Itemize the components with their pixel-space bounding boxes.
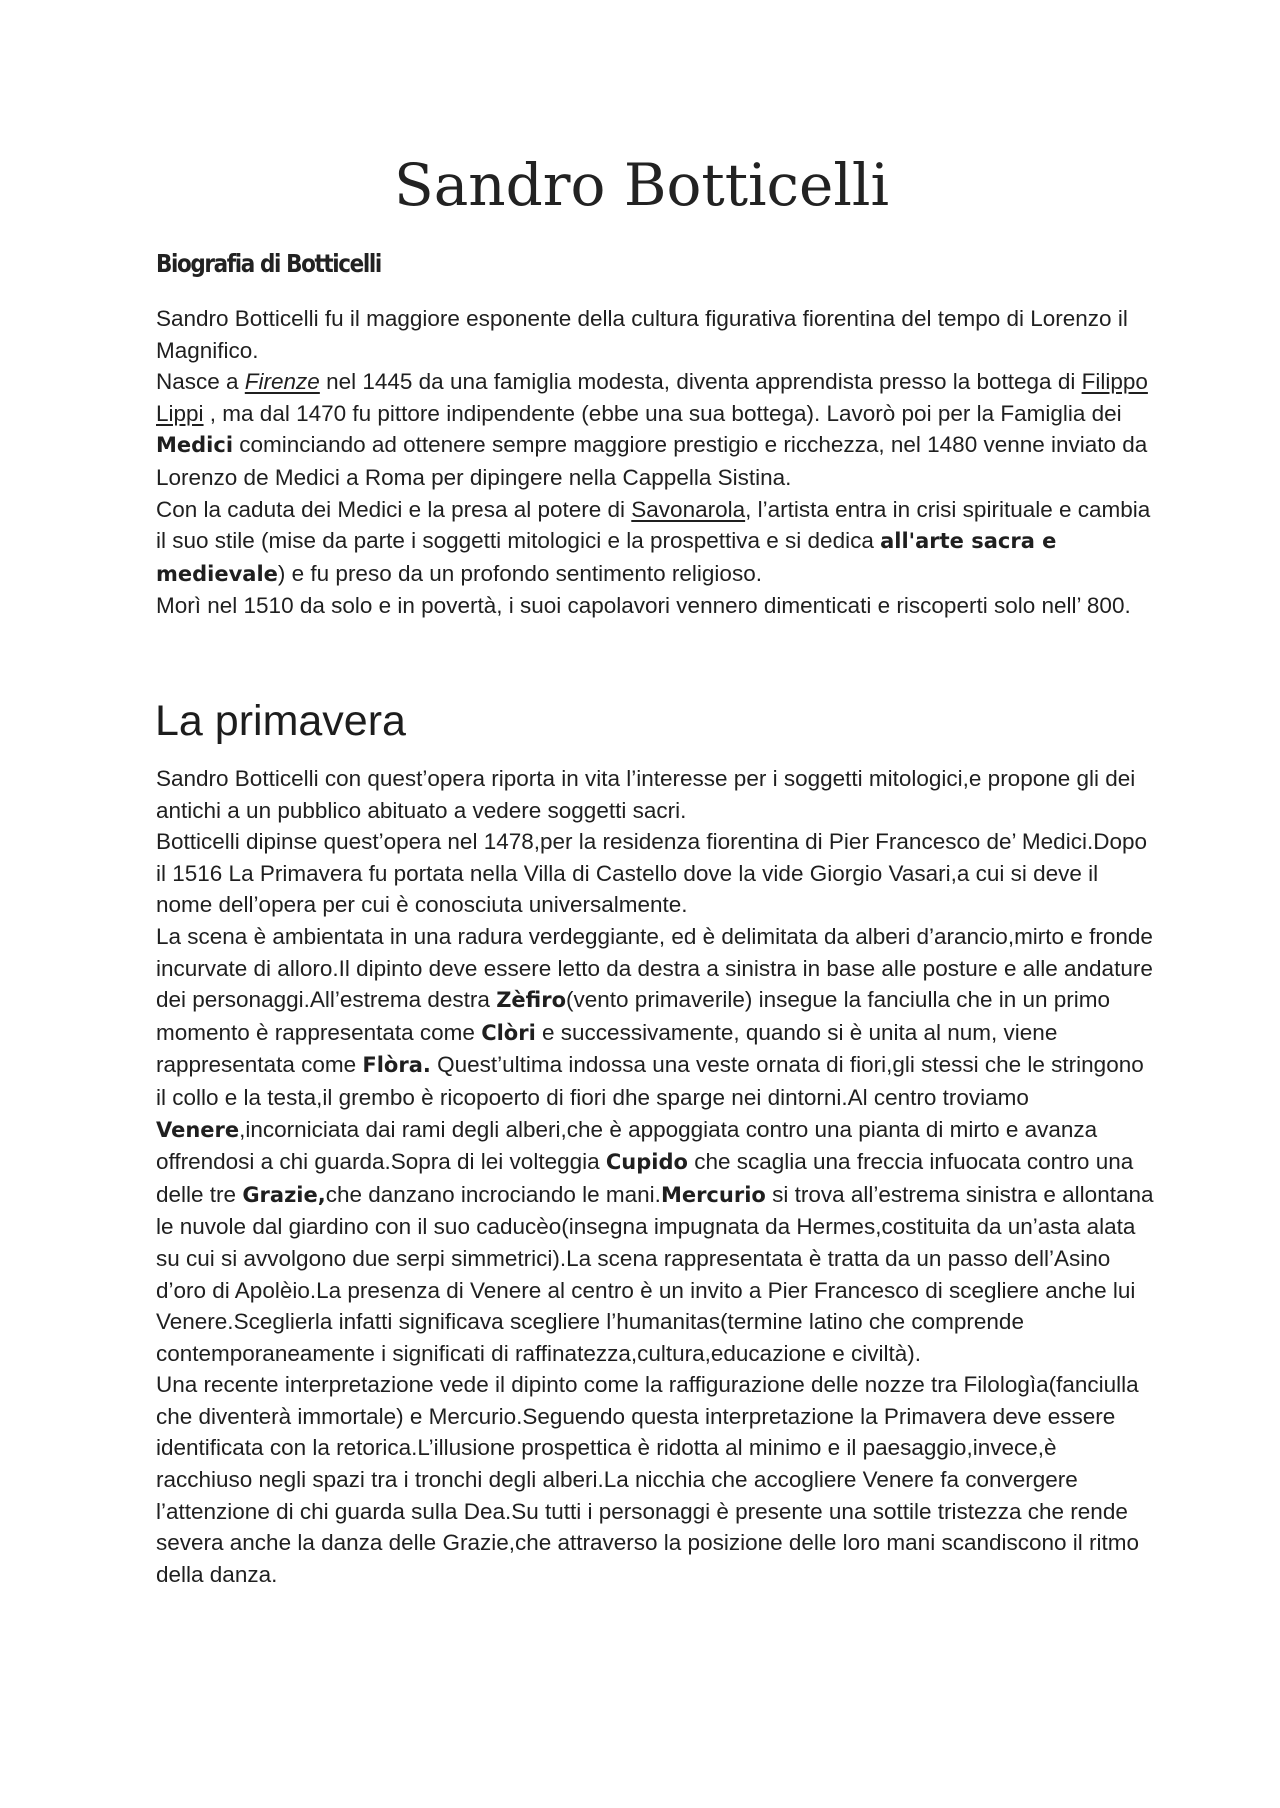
section-heading-primavera: La primavera: [155, 697, 406, 745]
biography-heading: Biografia di Botticelli: [156, 249, 381, 278]
primavera-paragraph: La scena è ambientata in una radura verdeggiante, ed è delimitata da alberi d’arancio,mirto e fronde incurvate di alloro.Il dipinto deve essere letto da destra a sinistra in base alle posture e alle andature dei personaggi.All’estrema destra Zèfiro(vento primaverile) insegue la fanciulla che in un primo momento è rappresentata come Clòri e successivamente, quando si è unita al num, viene rappresentata come Flòra. Quest’ultima indossa una veste ornata di fiori,gli stessi che le stringono il collo e la testa,il grembo è ricopoerto di fiori dhe sparge nei dintorni.Al centro troviamo Venere,incorniciata dai rami degli alberi,che è appoggiata contro una pianta di mirto e avanza offrendosi a chi guarda.Sopra di lei volteggia Cupido che scaglia una freccia infuocata contro una delle tre Grazie,che danzano incrociando le mani.Mercurio si trova all’estrema sinistra e allontana le nuvole dal giardino con il suo caducèo(insegna impugnata da Hermes,costituita da un’asta alata su cui si avvolgono due serpi simmetrici).La scena rappresentata è tratta da un passo dell’Asino d’oro di Apolèio.La presenza di Venere al centro è un invito a Pier Francesco di scegliere anche lui Venere.Sceglierla infatti significava scegliere l’humanitas(termine latino che comprende contemporaneamente i significati di raffinatezza,cultura,educazione e civiltà).: [156, 923, 1154, 1366]
savonarola-link[interactable]: Savonarola: [631, 496, 746, 522]
filippo-lippi-link[interactable]: Filippo Lippi: [156, 369, 1148, 426]
document-title: Sandro Botticelli: [393, 151, 890, 219]
biography-paragraph: Nasce a Firenze nel 1445 da una famiglia modesta, diventa apprendista presso la bottega di Filippo Lippi , ma dal 1470 fu pittore indipendente (ebbe una sua bottega). Lavorò poi per la Famiglia dei Medici cominciando ad ottenere sempre maggiore prestigio e ricchezza, nel 1480 venne inviato da Lorenzo de Medici a Roma per dipingere nella Cappella Sistina.: [156, 369, 1148, 490]
firenze-link[interactable]: Firenze: [244, 369, 320, 395]
primavera-paragraph: Sandro Botticelli con quest’opera riporta in vita l’interesse per i soggetti mitologici,e propone gli dei antichi a un pubblico abituato a vedere soggetti sacri.: [156, 766, 1136, 823]
primavera-body: [156, 763, 1156, 1590]
biography-paragraph: Sandro Botticelli fu il maggiore esponente della cultura figurativa fiorentina del tempo di Lorenzo il Magnifico.: [156, 306, 1128, 363]
primavera-paragraph: Botticelli dipinse quest’opera nel 1478,per la residenza fiorentina di Pier Francesco de’ Medici.Dopo il 1516 La Primavera fu portata nella Villa di Castello dove la vide Giorgio Vasari,a cui si deve il nome dell’opera per cui è conosciuta universalmente.: [156, 829, 1147, 918]
biography-paragraph: Con la caduta dei Medici e la presa al potere di Savonarola, l’artista entra in crisi spirituale e cambia il suo stile (mise da parte i soggetti mitologici e la prospettiva e si dedica all'arte sacra e medievale) e fu preso da un profondo sentimento religioso.: [156, 496, 1151, 586]
biography-paragraph: Morì nel 1510 da solo e in povertà, i suoi capolavori vennero dimenticati e riscoperti solo nell’ 800.: [156, 593, 1131, 619]
biography-body: [156, 303, 1156, 622]
primavera-paragraph: Una recente interpretazione vede il dipinto come la raffigurazione delle nozze tra Filologìa(fanciulla che diventerà immortale) e Mercurio.Seguendo questa interpretazione la Primavera deve essere identificata con la retorica.L’illusione prospettica è ridotta al minimo e il paesaggio,invece,è racchiuso negli spazi tra i tronchi degli alberi.La nicchia che accogliere Venere fa convergere l’attenzione di chi guarda sulla Dea.Su tutti i personaggi è presente una sottile tristezza che rende severa anche la danza delle Grazie,che attraverso la posizione delle loro mani scandiscono il ritmo della danza.: [156, 1372, 1140, 1587]
